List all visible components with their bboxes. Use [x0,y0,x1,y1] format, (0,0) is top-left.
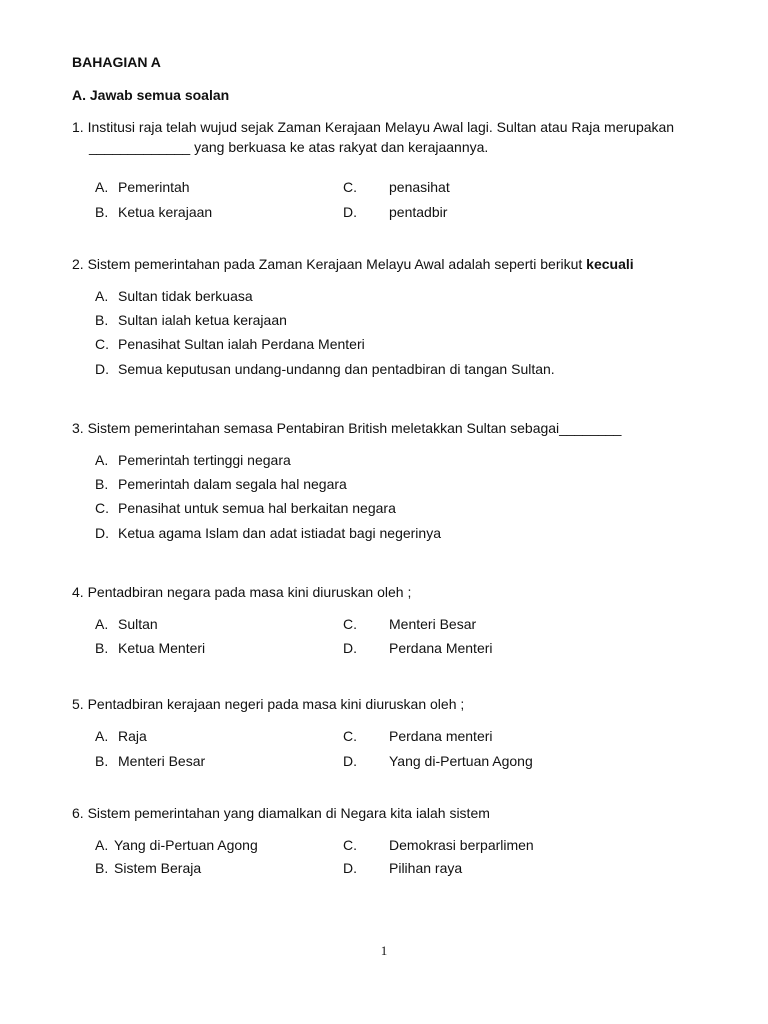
question-text: Pentadbiran kerajaan negeri pada masa kini diuruskan oleh ; [87,696,465,712]
option-text: Yang di-Pertuan Agong [114,837,258,853]
question-text: Sistem pemerintahan yang diamalkan di Negara kita ialah sistem [87,805,490,821]
option-text: Sultan tidak berkuasa [118,288,253,304]
option-letter: A. [95,288,109,304]
option-text: Ketua kerajaan [118,204,213,220]
option-1d-text: pentadbir [389,204,448,220]
question-3 [72,419,621,437]
question-6 [72,804,490,822]
question-number: 2. [72,256,84,272]
option-6c-letter: C. [343,837,357,853]
option-text: Pemerintah [118,179,190,195]
option-letter: D. [95,361,109,377]
question-number: 5. [72,696,84,712]
option-text: Semua keputusan undang-undanng dan pentadbiran di tangan Sultan. [118,361,555,377]
option-letter: B. [95,860,109,876]
question-text: Institusi raja telah wujud sejak Zaman Kerajaan Melayu Awal lagi. Sultan atau Raja merupakan [87,119,675,135]
option-letter: A. [95,179,109,195]
option-letter: B. [95,753,109,769]
option-5d-text: Yang di-Pertuan Agong [389,753,533,769]
question-text: Sistem pemerintahan semasa Pentabiran British meletakkan Sultan sebagai________ [87,420,622,436]
question-5 [72,695,464,713]
option-2a [95,287,253,305]
question-number: 3. [72,420,84,436]
option-letter: B. [95,312,109,328]
option-5b [95,752,205,770]
option-letter: A. [95,452,109,468]
option-5a [95,727,147,745]
question-number: 1. [72,119,84,135]
option-6a [95,836,258,854]
option-2b [95,311,287,329]
option-2c [95,335,365,353]
page-number: 1 [380,943,388,958]
option-letter: B. [95,204,109,220]
option-letter: A. [95,616,109,632]
option-text: Penasihat untuk semua hal berkaitan negara [118,500,396,516]
option-3b [95,475,347,493]
option-4c-text: Menteri Besar [389,616,477,632]
option-5d-letter: D. [343,753,357,769]
option-1d-letter: D. [343,204,357,220]
option-text: Penasihat Sultan ialah Perdana Menteri [118,336,365,352]
option-5c-letter: C. [343,728,357,744]
question-4 [72,583,411,601]
instruction-heading: A. Jawab semua soalan [72,87,230,103]
option-text: Sultan [118,616,158,632]
option-1c-letter: C. [343,179,357,195]
option-text: Pemerintah tertinggi negara [118,452,291,468]
option-letter: C. [95,336,109,352]
question-1 [72,118,674,136]
option-4d-letter: D. [343,640,357,656]
question-2 [72,255,634,273]
question-1-continued: _____________ yang berkuasa ke atas rakyat dan kerajaannya. [89,139,489,155]
question-text: Sistem pemerintahan pada Zaman Kerajaan Melayu Awal adalah seperti berikut [87,256,583,272]
option-text: Raja [118,728,147,744]
option-4a [95,615,158,633]
option-letter: A. [95,728,109,744]
option-4b [95,639,205,657]
option-text: Ketua agama Islam dan adat istiadat bagi negerinya [118,525,441,541]
option-5c-text: Perdana menteri [389,728,493,744]
option-letter: B. [95,476,109,492]
option-3d [95,524,441,542]
option-1b [95,203,212,221]
question-number: 4. [72,584,84,600]
option-letter: A. [95,837,109,853]
question-text: Pentadbiran negara pada masa kini diuruskan oleh ; [87,584,412,600]
option-1c-text: penasihat [389,179,450,195]
option-6b [95,859,201,877]
option-text: Sultan ialah ketua kerajaan [118,312,287,328]
option-6c-text: Demokrasi berparlimen [389,837,534,853]
option-text: Pemerintah dalam segala hal negara [118,476,347,492]
option-3c [95,499,396,517]
question-number: 6. [72,805,84,821]
question-emphasis: kecuali [586,256,634,272]
option-3a [95,451,291,469]
option-6d-letter: D. [343,860,357,876]
option-1a [95,178,190,196]
option-text: Menteri Besar [118,753,206,769]
option-text: Ketua Menteri [118,640,206,656]
option-letter: C. [95,500,109,516]
option-text: Sistem Beraja [114,860,202,876]
option-4d-text: Perdana Menteri [389,640,493,656]
option-letter: D. [95,525,109,541]
option-letter: B. [95,640,109,656]
option-2d [95,360,555,378]
section-title: BAHAGIAN A [72,54,161,70]
option-4c-letter: C. [343,616,357,632]
option-6d-text: Pilihan raya [389,860,463,876]
